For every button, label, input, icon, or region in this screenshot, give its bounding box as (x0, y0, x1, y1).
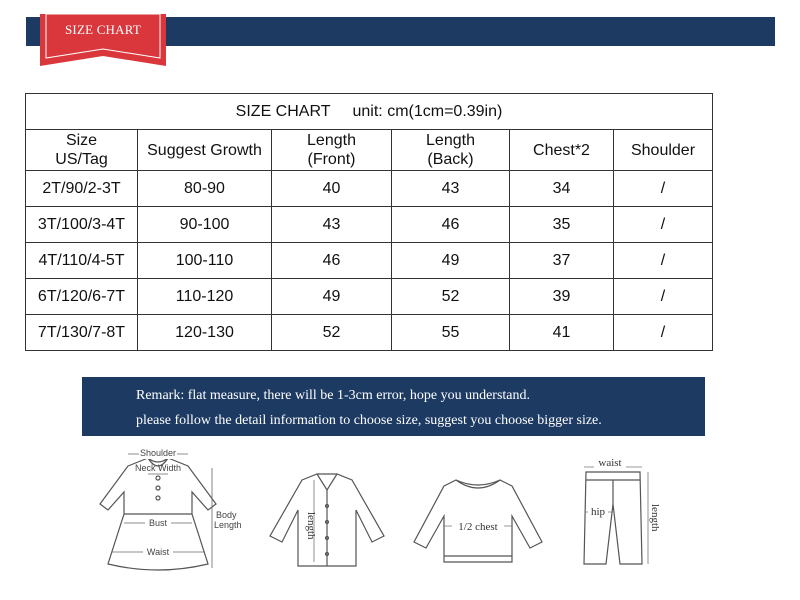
ribbon-label: SIZE CHART (65, 22, 141, 37)
cell-shoulder: / (614, 243, 713, 279)
cell-chest: 35 (510, 207, 614, 243)
table-row (26, 243, 713, 279)
cell-shoulder: / (614, 279, 713, 315)
label-length: Length (214, 520, 242, 530)
label-neck-width: Neck Width (134, 463, 182, 473)
cell-length-front: 49 (272, 279, 392, 315)
table-row (26, 207, 713, 243)
remark-line-2: please follow the detail information to choose size, suggest you choose bigger size. (136, 413, 602, 428)
cell-size: 3T/100/3-4T (26, 207, 138, 243)
cell-size: 6T/120/6-7T (26, 279, 138, 315)
label-bust: Bust (148, 518, 168, 528)
cell-chest: 41 (510, 315, 614, 351)
header-size: Size US/Tag (26, 130, 138, 171)
cell-chest: 37 (510, 243, 614, 279)
table-unit: unit: cm(1cm=0.39in) (352, 102, 503, 120)
cell-length-back: 49 (392, 243, 510, 279)
label-shirt-length: length (305, 512, 317, 540)
table-row (26, 171, 713, 207)
header-length-back: Length (Back) (392, 130, 510, 171)
label-hip: hip (590, 506, 606, 518)
cell-size: 2T/90/2-3T (26, 171, 138, 207)
cell-chest: 39 (510, 279, 614, 315)
cell-growth: 90-100 (138, 207, 272, 243)
cell-growth: 80-90 (138, 171, 272, 207)
shirt-diagram (262, 470, 392, 570)
label-body: Body (216, 510, 237, 520)
label-pants-length: length (649, 504, 661, 532)
header-chest: Chest*2 (510, 130, 614, 171)
table-title: SIZE CHART (235, 102, 331, 120)
size-table (25, 93, 713, 351)
header-length-front: Length (Front) (272, 130, 392, 171)
cell-shoulder: / (614, 207, 713, 243)
cell-length-front: 46 (272, 243, 392, 279)
label-half-chest: 1/2 chest (458, 521, 498, 533)
header-shoulder: Shoulder (614, 130, 713, 171)
sweater-diagram (408, 470, 548, 570)
cell-length-back: 52 (392, 279, 510, 315)
table-header-row (26, 130, 713, 171)
cell-growth: 120-130 (138, 315, 272, 351)
remark-box (82, 377, 705, 436)
table-title-row (26, 94, 713, 130)
cell-length-back: 43 (392, 171, 510, 207)
cell-chest: 34 (510, 171, 614, 207)
cell-length-front: 43 (272, 207, 392, 243)
cell-length-back: 46 (392, 207, 510, 243)
cell-growth: 100-110 (138, 243, 272, 279)
cell-growth: 110-120 (138, 279, 272, 315)
remark-line-1: Remark: flat measure, there will be 1-3cm error, hope you understand. (136, 388, 531, 403)
cell-size: 7T/130/7-8T (26, 315, 138, 351)
table-row (26, 279, 713, 315)
cell-length-front: 52 (272, 315, 392, 351)
dress-diagram (88, 444, 248, 594)
label-shoulder: Shoulder (139, 448, 177, 458)
cell-length-front: 40 (272, 171, 392, 207)
cell-length-back: 55 (392, 315, 510, 351)
pants-diagram (574, 452, 664, 572)
cell-size: 4T/110/4-5T (26, 243, 138, 279)
cell-shoulder: / (614, 315, 713, 351)
cell-shoulder: / (614, 171, 713, 207)
label-waist: Waist (146, 547, 170, 557)
table-row (26, 315, 713, 351)
label-waist: waist (598, 457, 622, 469)
header-suggest-growth: Suggest Growth (138, 130, 272, 171)
